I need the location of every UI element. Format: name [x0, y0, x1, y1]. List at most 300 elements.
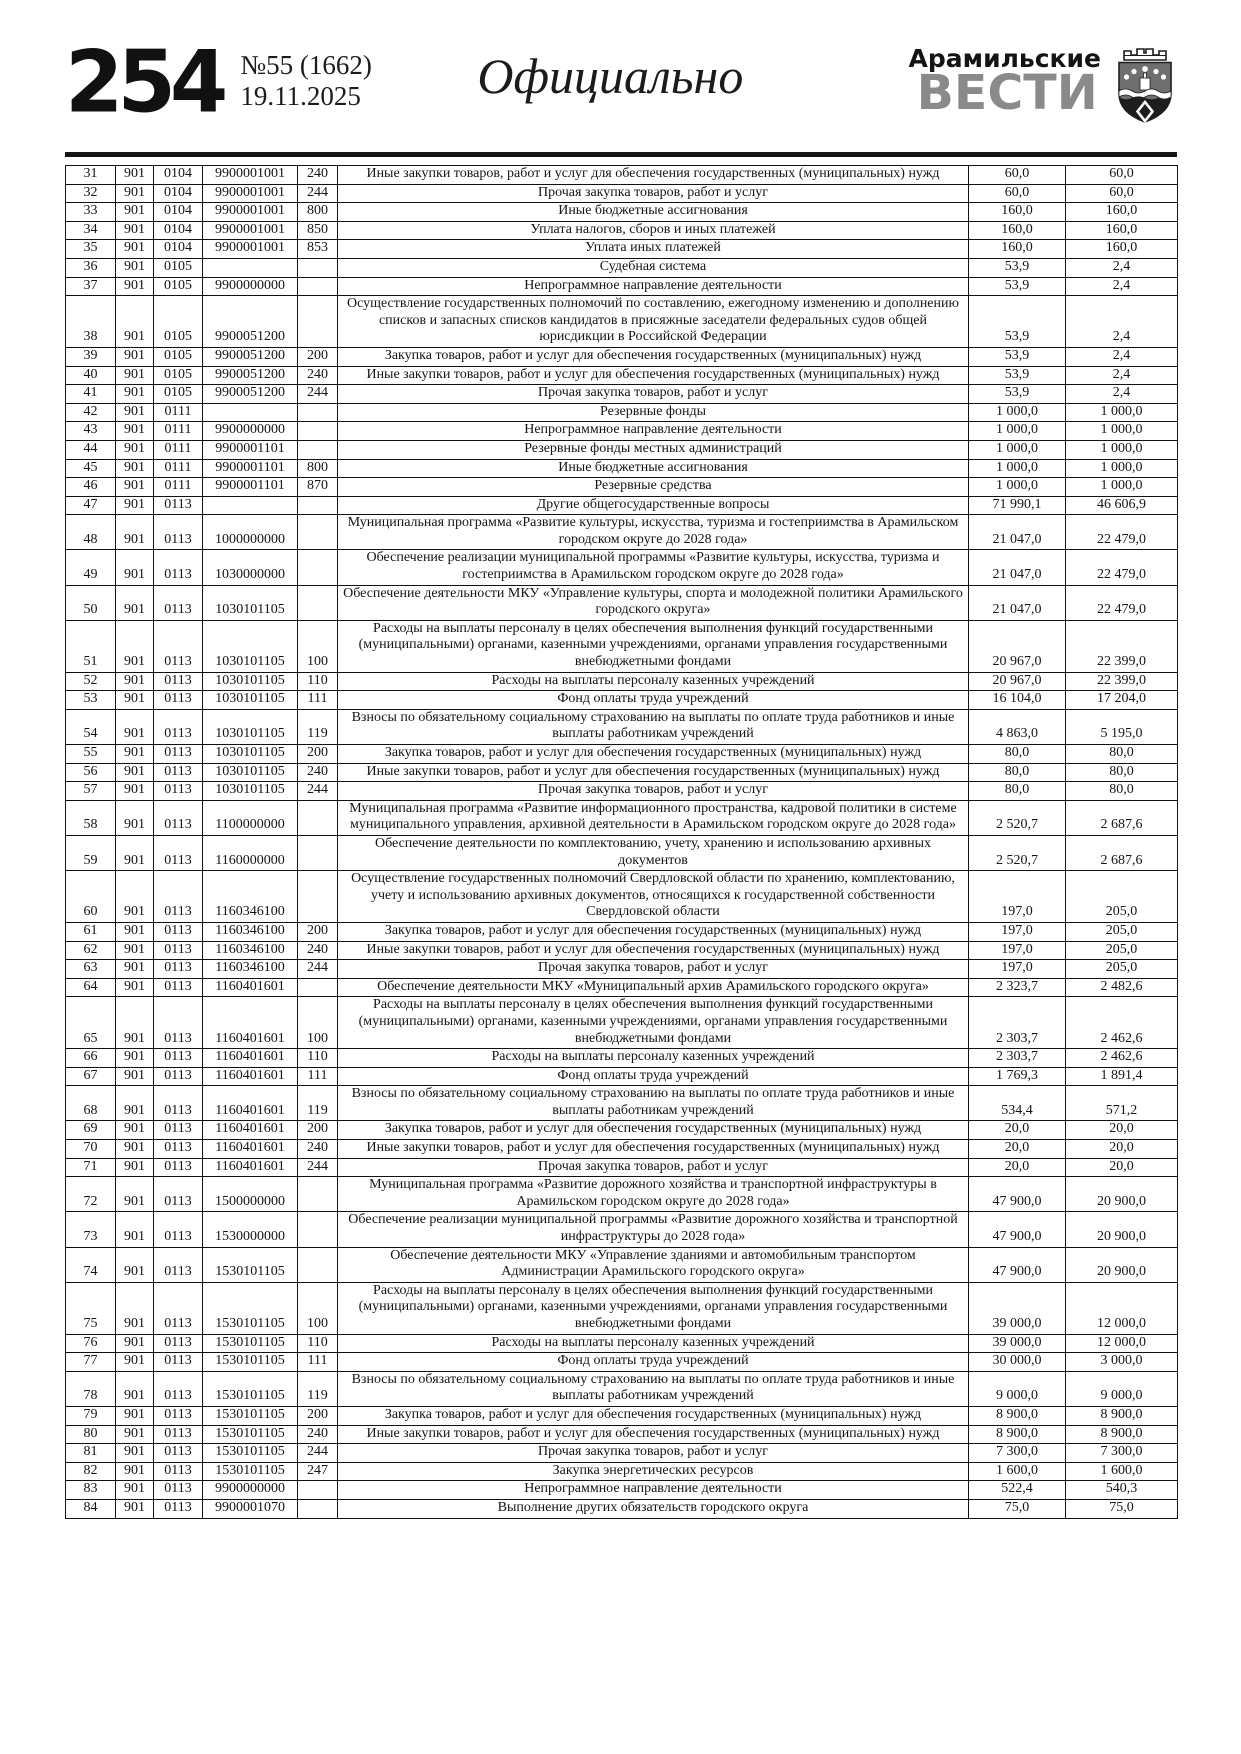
target-article-code-cell	[203, 496, 298, 515]
amount-year-2-cell: 160,0	[1066, 221, 1178, 240]
table-row	[66, 691, 1178, 710]
section-code-cell: 0113	[154, 1247, 203, 1282]
table-row	[66, 496, 1178, 515]
table-row	[66, 478, 1178, 497]
table-row	[66, 1177, 1178, 1212]
expense-name-cell: Муниципальная программа «Развитие культуры, искусства, туризма и гостеприимства в Арамильском городском округе до 2028 года»	[338, 515, 969, 550]
grbs-code-cell: 901	[116, 459, 154, 478]
table-row	[66, 1140, 1178, 1159]
expense-type-code-cell: 200	[298, 745, 338, 764]
table-row	[66, 1481, 1178, 1500]
amount-year-1-cell: 47 900,0	[969, 1177, 1066, 1212]
target-article-code-cell: 1160401601	[203, 1121, 298, 1140]
target-article-code-cell: 1530101105	[203, 1371, 298, 1406]
expense-name-cell: Выполнение других обязательств городского округа	[338, 1499, 969, 1518]
target-article-code-cell: 9900001001	[203, 203, 298, 222]
grbs-code-cell: 901	[116, 691, 154, 710]
amount-year-1-cell: 47 900,0	[969, 1247, 1066, 1282]
row-number-cell: 31	[66, 166, 116, 185]
grbs-code-cell: 901	[116, 620, 154, 672]
row-number-cell: 46	[66, 478, 116, 497]
grbs-code-cell: 901	[116, 1049, 154, 1068]
row-number-cell: 38	[66, 296, 116, 348]
section-code-cell: 0113	[154, 782, 203, 801]
amount-year-2-cell: 80,0	[1066, 745, 1178, 764]
section-code-cell: 0105	[154, 347, 203, 366]
section-code-cell: 0113	[154, 922, 203, 941]
section-code-cell: 0111	[154, 478, 203, 497]
table-row	[66, 1121, 1178, 1140]
amount-year-2-cell: 2 482,6	[1066, 978, 1178, 997]
amount-year-2-cell: 160,0	[1066, 203, 1178, 222]
amount-year-1-cell: 20 967,0	[969, 620, 1066, 672]
row-number-cell: 37	[66, 277, 116, 296]
expense-name-cell: Закупка товаров, работ и услуг для обеспечения государственных (муниципальных) нужд	[338, 745, 969, 764]
grbs-code-cell: 901	[116, 585, 154, 620]
grbs-code-cell: 901	[116, 745, 154, 764]
expense-name-cell: Обеспечение реализации муниципальной программы «Развитие дорожного хозяйства и транспортной инфраструктуры до 2028 года»	[338, 1212, 969, 1247]
target-article-code-cell: 1160346100	[203, 960, 298, 979]
expense-name-cell: Расходы на выплаты персоналу казенных учреждений	[338, 1334, 969, 1353]
expense-name-cell: Осуществление государственных полномочий Свердловской области по хранению, комплектованию, учету и использованию архивных документов, относящихся к государственной собственности Свердловской области	[338, 871, 969, 923]
section-code-cell: 0113	[154, 1481, 203, 1500]
target-article-code-cell: 9900001001	[203, 184, 298, 203]
grbs-code-cell: 901	[116, 1444, 154, 1463]
expense-type-code-cell: 110	[298, 1334, 338, 1353]
expense-name-cell: Иные закупки товаров, работ и услуг для обеспечения государственных (муниципальных) нужд	[338, 941, 969, 960]
row-number-cell: 62	[66, 941, 116, 960]
grbs-code-cell: 901	[116, 366, 154, 385]
amount-year-1-cell: 1 600,0	[969, 1462, 1066, 1481]
issue-block	[240, 50, 372, 112]
section-code-cell: 0113	[154, 1425, 203, 1444]
expense-name-cell: Иные закупки товаров, работ и услуг для обеспечения государственных (муниципальных) нужд	[338, 1425, 969, 1444]
expense-name-cell: Прочая закупка товаров, работ и услуг	[338, 385, 969, 404]
expense-name-cell: Резервные фонды	[338, 403, 969, 422]
target-article-code-cell: 1530101105	[203, 1425, 298, 1444]
amount-year-2-cell: 9 000,0	[1066, 1371, 1178, 1406]
table-row	[66, 1371, 1178, 1406]
amount-year-2-cell: 2 462,6	[1066, 997, 1178, 1049]
table-row	[66, 1499, 1178, 1518]
target-article-code-cell: 1160000000	[203, 835, 298, 870]
expense-type-code-cell: 244	[298, 1444, 338, 1463]
target-article-code-cell: 1160401601	[203, 1086, 298, 1121]
target-article-code-cell	[203, 258, 298, 277]
amount-year-2-cell: 80,0	[1066, 763, 1178, 782]
grbs-code-cell: 901	[116, 478, 154, 497]
section-code-cell: 0105	[154, 277, 203, 296]
expense-type-code-cell	[298, 978, 338, 997]
section-code-cell: 0104	[154, 240, 203, 259]
expense-name-cell: Обеспечение реализации муниципальной программы «Развитие культуры, искусства, туризма и гостеприимства в Арамильском городском округе до 2028 года»	[338, 550, 969, 585]
target-article-code-cell: 1030101105	[203, 782, 298, 801]
expense-name-cell: Муниципальная программа «Развитие информационного пространства, кадровой политики в системе муниципального управления, архивной деятельности в Арамильском городском округе до 2028 года»	[338, 800, 969, 835]
amount-year-2-cell: 22 479,0	[1066, 515, 1178, 550]
grbs-code-cell: 901	[116, 1121, 154, 1140]
grbs-code-cell: 901	[116, 763, 154, 782]
grbs-code-cell: 901	[116, 709, 154, 744]
section-code-cell: 0113	[154, 871, 203, 923]
expense-type-code-cell	[298, 585, 338, 620]
amount-year-1-cell: 1 000,0	[969, 440, 1066, 459]
section-code-cell: 0113	[154, 1158, 203, 1177]
expense-type-code-cell	[298, 1247, 338, 1282]
expense-type-code-cell: 200	[298, 1121, 338, 1140]
amount-year-1-cell: 1 769,3	[969, 1067, 1066, 1086]
row-number-cell: 42	[66, 403, 116, 422]
amount-year-1-cell: 2 303,7	[969, 997, 1066, 1049]
row-number-cell: 44	[66, 440, 116, 459]
grbs-code-cell: 901	[116, 1177, 154, 1212]
table-row	[66, 403, 1178, 422]
amount-year-1-cell: 160,0	[969, 203, 1066, 222]
expense-name-cell: Иные закупки товаров, работ и услуг для обеспечения государственных (муниципальных) нужд	[338, 1140, 969, 1159]
table-row	[66, 550, 1178, 585]
amount-year-1-cell: 71 990,1	[969, 496, 1066, 515]
grbs-code-cell: 901	[116, 422, 154, 441]
expense-type-code-cell: 244	[298, 385, 338, 404]
row-number-cell: 74	[66, 1247, 116, 1282]
target-article-code-cell: 9900051200	[203, 296, 298, 348]
row-number-cell: 58	[66, 800, 116, 835]
target-article-code-cell: 1160401601	[203, 997, 298, 1049]
row-number-cell: 32	[66, 184, 116, 203]
target-article-code-cell: 1530000000	[203, 1212, 298, 1247]
grbs-code-cell: 901	[116, 871, 154, 923]
amount-year-1-cell: 75,0	[969, 1499, 1066, 1518]
grbs-code-cell: 901	[116, 1371, 154, 1406]
masthead-left	[65, 31, 372, 132]
grbs-code-cell: 901	[116, 1247, 154, 1282]
amount-year-2-cell: 17 204,0	[1066, 691, 1178, 710]
row-number-cell: 39	[66, 347, 116, 366]
grbs-code-cell: 901	[116, 347, 154, 366]
amount-year-1-cell: 53,9	[969, 385, 1066, 404]
table-row	[66, 1212, 1178, 1247]
section-code-cell: 0113	[154, 978, 203, 997]
row-number-cell: 33	[66, 203, 116, 222]
amount-year-1-cell: 8 900,0	[969, 1406, 1066, 1425]
grbs-code-cell: 901	[116, 203, 154, 222]
expense-name-cell: Фонд оплаты труда учреждений	[338, 1067, 969, 1086]
expense-type-code-cell: 800	[298, 203, 338, 222]
amount-year-2-cell: 1 600,0	[1066, 1462, 1178, 1481]
table-row	[66, 459, 1178, 478]
target-article-code-cell: 9900000000	[203, 422, 298, 441]
row-number-cell: 43	[66, 422, 116, 441]
target-article-code-cell: 1160401601	[203, 978, 298, 997]
row-number-cell: 75	[66, 1282, 116, 1334]
target-article-code-cell: 9900001101	[203, 459, 298, 478]
row-number-cell: 76	[66, 1334, 116, 1353]
amount-year-2-cell: 12 000,0	[1066, 1282, 1178, 1334]
amount-year-2-cell: 22 479,0	[1066, 585, 1178, 620]
section-code-cell: 0113	[154, 1499, 203, 1518]
grbs-code-cell: 901	[116, 1406, 154, 1425]
table-row	[66, 347, 1178, 366]
grbs-code-cell: 901	[116, 1067, 154, 1086]
grbs-code-cell: 901	[116, 1140, 154, 1159]
table-row	[66, 221, 1178, 240]
table-row	[66, 585, 1178, 620]
grbs-code-cell: 901	[116, 1425, 154, 1444]
grbs-code-cell: 901	[116, 672, 154, 691]
grbs-code-cell: 901	[116, 296, 154, 348]
target-article-code-cell: 9900001101	[203, 478, 298, 497]
section-code-cell: 0104	[154, 203, 203, 222]
section-code-cell: 0111	[154, 440, 203, 459]
table-row	[66, 296, 1178, 348]
issue-date: 19.11.2025	[240, 81, 361, 111]
target-article-code-cell: 9900051200	[203, 347, 298, 366]
expense-type-code-cell	[298, 258, 338, 277]
grbs-code-cell: 901	[116, 800, 154, 835]
amount-year-2-cell: 22 479,0	[1066, 550, 1178, 585]
expense-type-code-cell	[298, 515, 338, 550]
grbs-code-cell: 901	[116, 403, 154, 422]
expense-name-cell: Иные закупки товаров, работ и услуг для обеспечения государственных (муниципальных) нужд	[338, 366, 969, 385]
row-number-cell: 57	[66, 782, 116, 801]
expense-name-cell: Прочая закупка товаров, работ и услуг	[338, 960, 969, 979]
table-row	[66, 1425, 1178, 1444]
expense-name-cell: Резервные фонды местных администраций	[338, 440, 969, 459]
expense-name-cell: Осуществление государственных полномочий по составлению, ежегодному изменению и дополнению списков и запасных списков кандидатов в присяжные заседатели федеральных судов общей юрисдикции в Российской Федерации	[338, 296, 969, 348]
expense-type-code-cell: 100	[298, 620, 338, 672]
expense-name-cell: Уплата иных платежей	[338, 240, 969, 259]
amount-year-1-cell: 20,0	[969, 1121, 1066, 1140]
masthead	[65, 31, 1177, 156]
table-row	[66, 997, 1178, 1049]
row-number-cell: 41	[66, 385, 116, 404]
amount-year-1-cell: 534,4	[969, 1086, 1066, 1121]
expense-type-code-cell: 240	[298, 1425, 338, 1444]
amount-year-1-cell: 53,9	[969, 277, 1066, 296]
expense-name-cell: Прочая закупка товаров, работ и услуг	[338, 1158, 969, 1177]
grbs-code-cell: 901	[116, 385, 154, 404]
expense-name-cell: Другие общегосударственные вопросы	[338, 496, 969, 515]
expense-type-code-cell: 853	[298, 240, 338, 259]
target-article-code-cell: 1530101105	[203, 1247, 298, 1282]
table-row	[66, 184, 1178, 203]
row-number-cell: 64	[66, 978, 116, 997]
amount-year-2-cell: 1 000,0	[1066, 403, 1178, 422]
table-row	[66, 709, 1178, 744]
amount-year-2-cell: 205,0	[1066, 960, 1178, 979]
expense-name-cell: Иные закупки товаров, работ и услуг для обеспечения государственных (муниципальных) нужд	[338, 763, 969, 782]
amount-year-2-cell: 205,0	[1066, 941, 1178, 960]
target-article-code-cell: 1030101105	[203, 672, 298, 691]
expense-name-cell: Расходы на выплаты персоналу казенных учреждений	[338, 672, 969, 691]
expense-type-code-cell	[298, 550, 338, 585]
amount-year-1-cell: 197,0	[969, 871, 1066, 923]
expense-name-cell: Иные закупки товаров, работ и услуг для обеспечения государственных (муниципальных) нужд	[338, 166, 969, 185]
amount-year-1-cell: 1 000,0	[969, 403, 1066, 422]
amount-year-2-cell: 8 900,0	[1066, 1406, 1178, 1425]
section-code-cell: 0113	[154, 1212, 203, 1247]
target-article-code-cell: 1160401601	[203, 1158, 298, 1177]
row-number-cell: 35	[66, 240, 116, 259]
row-number-cell: 83	[66, 1481, 116, 1500]
amount-year-2-cell: 2,4	[1066, 347, 1178, 366]
expense-type-code-cell	[298, 1499, 338, 1518]
grbs-code-cell: 901	[116, 1499, 154, 1518]
amount-year-1-cell: 53,9	[969, 366, 1066, 385]
amount-year-2-cell: 160,0	[1066, 240, 1178, 259]
expense-type-code-cell: 110	[298, 1049, 338, 1068]
table-row	[66, 515, 1178, 550]
expense-type-code-cell: 200	[298, 1406, 338, 1425]
table-row	[66, 620, 1178, 672]
section-code-cell: 0113	[154, 1086, 203, 1121]
target-article-code-cell: 9900051200	[203, 366, 298, 385]
section-code-cell: 0113	[154, 709, 203, 744]
grbs-code-cell: 901	[116, 258, 154, 277]
grbs-code-cell: 901	[116, 1158, 154, 1177]
section-code-cell: 0113	[154, 1334, 203, 1353]
target-article-code-cell: 1030101105	[203, 585, 298, 620]
target-article-code-cell: 1030101105	[203, 745, 298, 764]
grbs-code-cell: 901	[116, 835, 154, 870]
section-code-cell: 0113	[154, 1121, 203, 1140]
amount-year-1-cell: 160,0	[969, 240, 1066, 259]
grbs-code-cell: 901	[116, 978, 154, 997]
section-code-cell: 0105	[154, 258, 203, 277]
row-number-cell: 70	[66, 1140, 116, 1159]
grbs-code-cell: 901	[116, 941, 154, 960]
amount-year-2-cell: 5 195,0	[1066, 709, 1178, 744]
budget-table	[65, 165, 1178, 1519]
target-article-code-cell: 1030000000	[203, 550, 298, 585]
row-number-cell: 51	[66, 620, 116, 672]
row-number-cell: 65	[66, 997, 116, 1049]
row-number-cell: 68	[66, 1086, 116, 1121]
grbs-code-cell: 901	[116, 1481, 154, 1500]
amount-year-1-cell: 2 303,7	[969, 1049, 1066, 1068]
expense-type-code-cell: 240	[298, 366, 338, 385]
target-article-code-cell: 1530101105	[203, 1406, 298, 1425]
budget-table-body	[66, 166, 1178, 1519]
row-number-cell: 61	[66, 922, 116, 941]
expense-name-cell: Прочая закупка товаров, работ и услуг	[338, 1444, 969, 1463]
table-row	[66, 1049, 1178, 1068]
row-number-cell: 34	[66, 221, 116, 240]
table-row	[66, 1247, 1178, 1282]
row-number-cell: 59	[66, 835, 116, 870]
amount-year-2-cell: 2 687,6	[1066, 800, 1178, 835]
expense-name-cell: Закупка товаров, работ и услуг для обеспечения государственных (муниципальных) нужд	[338, 1406, 969, 1425]
section-code-cell: 0113	[154, 941, 203, 960]
expense-type-code-cell: 111	[298, 691, 338, 710]
expense-name-cell: Расходы на выплаты персоналу казенных учреждений	[338, 1049, 969, 1068]
city-coat-of-arms-icon	[1113, 44, 1177, 124]
target-article-code-cell: 1530101105	[203, 1444, 298, 1463]
expense-name-cell: Закупка товаров, работ и услуг для обеспечения государственных (муниципальных) нужд	[338, 1121, 969, 1140]
expense-name-cell: Взносы по обязательному социальному страхованию на выплаты по оплате труда работников и иные выплаты работникам учреждений	[338, 1086, 969, 1121]
row-number-cell: 79	[66, 1406, 116, 1425]
amount-year-1-cell: 522,4	[969, 1481, 1066, 1500]
row-number-cell: 80	[66, 1425, 116, 1444]
target-article-code-cell: 1000000000	[203, 515, 298, 550]
table-row	[66, 1462, 1178, 1481]
target-article-code-cell: 1030101105	[203, 763, 298, 782]
expense-name-cell: Расходы на выплаты персоналу в целях обеспечения выполнения функций государственными (муниципальными) органами, казенными учреждениями, органами управления государственными внебюджетными фондами	[338, 1282, 969, 1334]
section-code-cell: 0111	[154, 403, 203, 422]
amount-year-1-cell: 80,0	[969, 763, 1066, 782]
target-article-code-cell: 1160346100	[203, 941, 298, 960]
table-row	[66, 203, 1178, 222]
section-code-cell: 0111	[154, 422, 203, 441]
expense-type-code-cell: 244	[298, 1158, 338, 1177]
section-code-cell: 0113	[154, 745, 203, 764]
amount-year-2-cell: 7 300,0	[1066, 1444, 1178, 1463]
expense-type-code-cell: 244	[298, 960, 338, 979]
row-number-cell: 66	[66, 1049, 116, 1068]
amount-year-1-cell: 16 104,0	[969, 691, 1066, 710]
row-number-cell: 50	[66, 585, 116, 620]
target-article-code-cell: 1030101105	[203, 709, 298, 744]
expense-type-code-cell	[298, 277, 338, 296]
section-code-cell: 0111	[154, 459, 203, 478]
expense-type-code-cell: 110	[298, 672, 338, 691]
section-title: Официально	[477, 48, 744, 104]
expense-type-code-cell: 244	[298, 782, 338, 801]
amount-year-2-cell: 20 900,0	[1066, 1177, 1178, 1212]
table-row	[66, 763, 1178, 782]
amount-year-1-cell: 197,0	[969, 960, 1066, 979]
grbs-code-cell: 901	[116, 1334, 154, 1353]
table-row	[66, 960, 1178, 979]
expense-type-code-cell	[298, 1481, 338, 1500]
row-number-cell: 45	[66, 459, 116, 478]
amount-year-1-cell: 7 300,0	[969, 1444, 1066, 1463]
section-code-cell: 0113	[154, 496, 203, 515]
target-article-code-cell: 1160401601	[203, 1140, 298, 1159]
amount-year-2-cell: 205,0	[1066, 922, 1178, 941]
target-article-code-cell: 1160346100	[203, 922, 298, 941]
amount-year-1-cell: 53,9	[969, 258, 1066, 277]
amount-year-2-cell: 12 000,0	[1066, 1334, 1178, 1353]
target-article-code-cell: 1030101105	[203, 620, 298, 672]
expense-type-code-cell: 119	[298, 1371, 338, 1406]
expense-name-cell: Закупка товаров, работ и услуг для обеспечения государственных (муниципальных) нужд	[338, 347, 969, 366]
amount-year-1-cell: 80,0	[969, 745, 1066, 764]
amount-year-2-cell: 2,4	[1066, 296, 1178, 348]
grbs-code-cell: 901	[116, 184, 154, 203]
table-row	[66, 1444, 1178, 1463]
row-number-cell: 48	[66, 515, 116, 550]
row-number-cell: 77	[66, 1353, 116, 1372]
amount-year-1-cell: 53,9	[969, 347, 1066, 366]
row-number-cell: 53	[66, 691, 116, 710]
expense-name-cell: Иные бюджетные ассигнования	[338, 203, 969, 222]
amount-year-2-cell: 2,4	[1066, 366, 1178, 385]
table-row	[66, 1334, 1178, 1353]
table-row	[66, 978, 1178, 997]
expense-type-code-cell	[298, 1212, 338, 1247]
row-number-cell: 67	[66, 1067, 116, 1086]
amount-year-2-cell: 46 606,9	[1066, 496, 1178, 515]
expense-type-code-cell	[298, 1177, 338, 1212]
expense-type-code-cell: 870	[298, 478, 338, 497]
amount-year-2-cell: 1 000,0	[1066, 440, 1178, 459]
expense-type-code-cell: 240	[298, 763, 338, 782]
grbs-code-cell: 901	[116, 922, 154, 941]
expense-name-cell: Муниципальная программа «Развитие дорожного хозяйства и транспортной инфраструктуры в Арамильском городском округе до 2028 года»	[338, 1177, 969, 1212]
row-number-cell: 47	[66, 496, 116, 515]
section-code-cell: 0113	[154, 1049, 203, 1068]
amount-year-1-cell: 30 000,0	[969, 1353, 1066, 1372]
